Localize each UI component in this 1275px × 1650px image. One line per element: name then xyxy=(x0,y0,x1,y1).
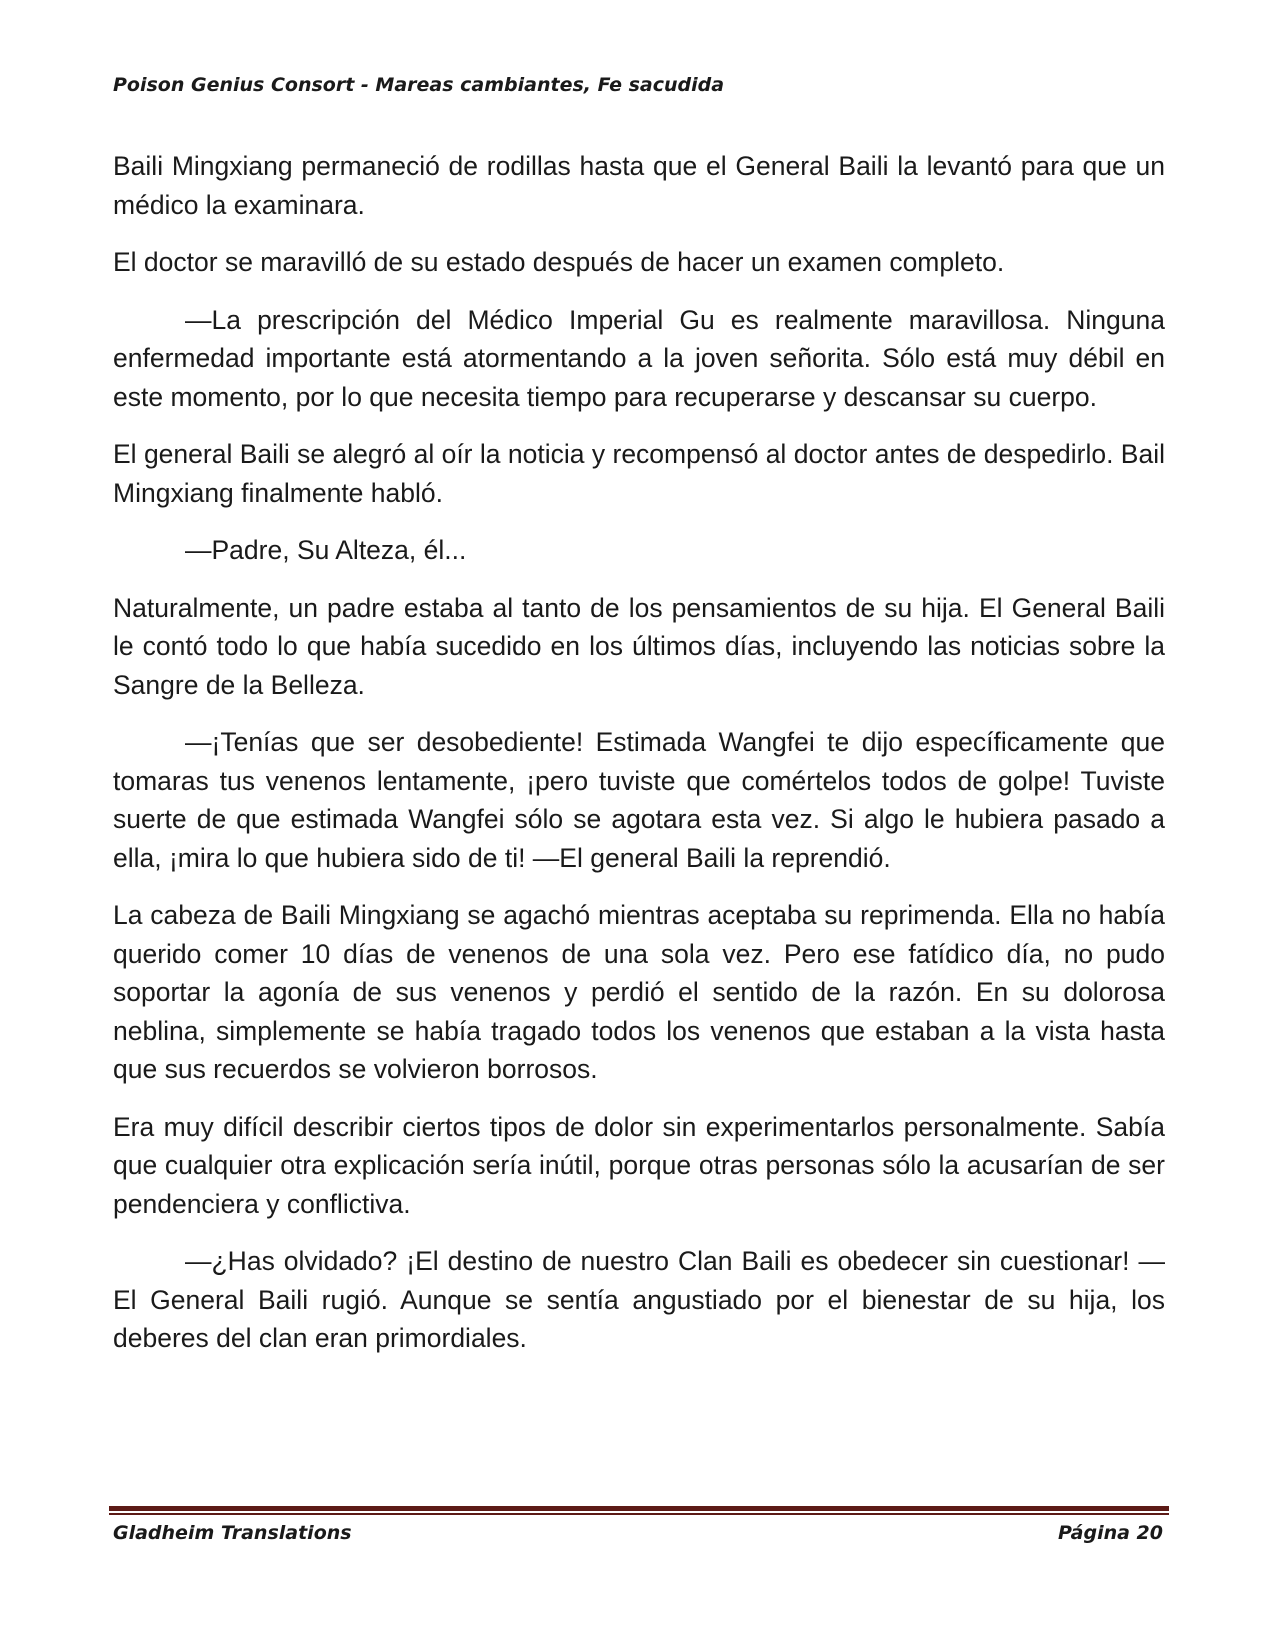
footer-divider-thick-line xyxy=(109,1506,1169,1511)
body-text xyxy=(113,147,1165,1377)
paragraph-10: —¿Has olvidado? ¡El destino de nuestro Clan Baili es obedecer sin cuestionar! —El General Baili rugió. Aunque se sentía angustiado por el bienestar de su hija, los deberes del clan eran primordiales. xyxy=(113,1246,1165,1353)
paragraph-3: —La prescripción del Médico Imperial Gu es realmente maravillosa. Ninguna enfermedad importante está atormentando a la joven señorita. Sólo está muy débil en este momento, por lo que necesita tiempo para recuperarse y descansar su cuerpo. xyxy=(113,304,1165,412)
paragraph-7: —¡Tenías que ser desobediente! Estimada Wangfei te dijo específicamente que tomaras tus venenos lentamente, ¡pero tuviste que comértelos todos de golpe! Tuviste suerte de que estimada Wangfei sólo se agotara esta vez. Si algo le hubiera pasado a ella, ¡mira lo que hubiera sido de ti! —El general Baili la reprendió. xyxy=(113,727,1165,873)
footer-publisher: Gladheim Translations xyxy=(113,1522,352,1544)
paragraph-8: La cabeza de Baili Mingxiang se agachó mientras aceptaba su reprimenda. Ella no había querido comer 10 días de venenos de una sola vez. Pero ese fatídico día, no pudo soportar la agonía de sus venenos y perdió el sentido de la razón. En su dolorosa neblina, simplemente se había tragado todos los venenos que estaban a la vista hasta que sus recuerdos se volvieron borrosos. xyxy=(113,900,1165,1084)
footer-page-number: Página 20 xyxy=(1057,1522,1163,1544)
footer-divider-thin-line xyxy=(109,1513,1169,1515)
paragraph-9: Era muy difícil describir ciertos tipos de dolor sin experimentarlos personalmente. Sabía que cualquier otra explicación sería inútil, porque otras personas sólo la acusarían de ser pendenciera y conflictiva. xyxy=(113,1111,1165,1219)
footer-divider xyxy=(109,1506,1169,1516)
paragraph-1: Baili Mingxiang permaneció de rodillas hasta que el General Baili la levantó para que un médico la examinara. xyxy=(113,151,1165,220)
page-header-title: Poison Genius Consort - Mareas cambiantes, Fe sacudida xyxy=(113,74,725,96)
paragraph-6: Naturalmente, un padre estaba al tanto de los pensamientos de su hija. El General Baili le contó todo lo que había sucedido en los últimos días, incluyendo las noticias sobre la Sangre de la Belleza. xyxy=(113,592,1165,700)
paragraph-5: —Padre, Su Alteza, él... xyxy=(185,535,467,565)
paragraph-4: El general Baili se alegró al oír la noticia y recompensó al doctor antes de despedirlo. Bail Mingxiang finalmente habló. xyxy=(113,439,1165,508)
paragraph-2: El doctor se maravilló de su estado después de hacer un examen completo. xyxy=(113,247,1005,277)
